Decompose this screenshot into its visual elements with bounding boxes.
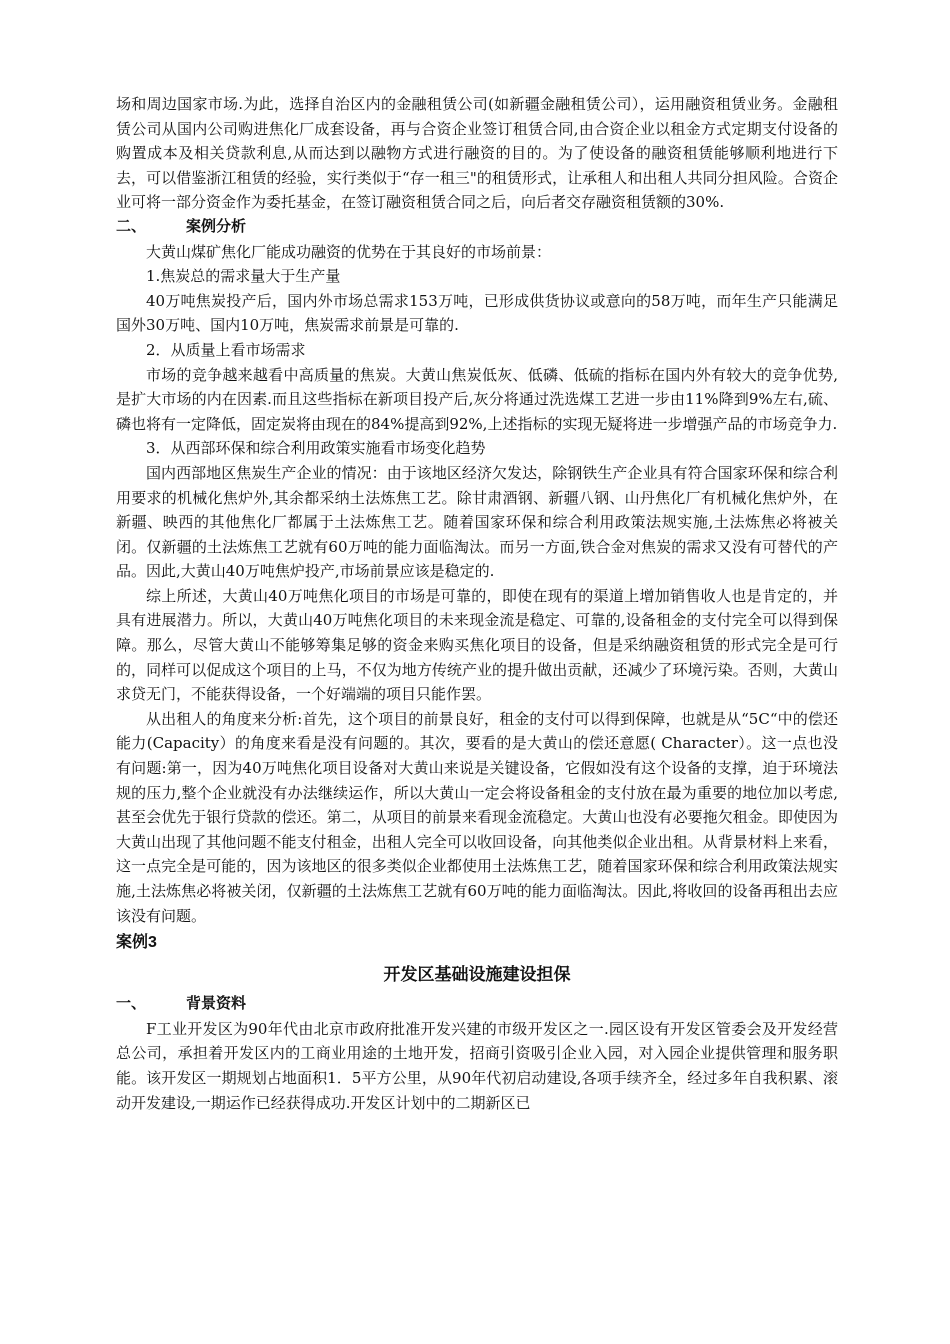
document-page bbox=[116, 92, 838, 1115]
section-number: 一、 bbox=[116, 995, 147, 1013]
subheading: 2．从质量上看市场需求 bbox=[146, 340, 306, 359]
body-paragraph: 国内西部地区焦炭生产企业的情况：由于该地区经济欠发达，除钢铁生产企业具有符合国家环保和综合利用要求的机械化焦炉外,其余都采纳土法炼焦工艺。除甘肃酒钢、新疆八钢、山丹焦化厂有机械化焦炉外，在新疆、映西的其他焦化厂都属于土法炼焦工艺。随着国家环保和综合利用政策法规实施,土法炼焦必将被关闭。仅新疆的土法炼焦工艺就有60万吨的能力面临淘汰。而另一方面,铁合金对焦炭的需求又没有可替代的产品。因此,大黄山40万吨焦炉投产,市场前景应该是稳定的. bbox=[116, 463, 838, 581]
body-paragraph: 综上所述，大黄山40万吨焦化项目的市场是可靠的，即使在现有的渠道上增加销售收人也是肯定的，并具有进展潜力。所以，大黄山40万吨焦化项目的未来现金流是稳定、可靠的,设备租金的支付完全可以得到保障。那么，尽管大黄山不能够筹集足够的资金来购买焦化项目的设备，但是采纳融资租赁的形式完全是可行的，同样可以促成这个项目的上马，不仅为地方传统产业的提升做出贡献，还减少了环境污染。否则，大黄山求贷无门，不能获得设备，一个好端端的项目只能作罢。 bbox=[116, 586, 838, 704]
section-title: 案例分析 bbox=[186, 217, 247, 235]
body-paragraph: 场和周边国家市场.为此，选择自治区内的金融租赁公司(如新疆金融租赁公司），运用融资租赁业务。金融租赁公司从国内公司购进焦化厂成套设备，再与合资企业签订租赁合同,由合资企业以租金方式定期支付设备的购置成本及相关贷款利息,从而达到以融物方式进行融资的目的。为了使设备的融资租赁能够顺利地进行下去，可以借鉴浙江租赁的经验，实行类似于“存一租三"的租赁形式，让承租人和出租人共同分担风险。合资企业可将一部分资金作为委托基金，在签订融资租赁合同之后，向后者交存融资租赁额的30%. bbox=[116, 95, 838, 212]
case-heading: 案例3 bbox=[116, 934, 157, 952]
body-paragraph: F工业开发区为90年代由北京市政府批准开发兴建的市级开发区之一.园区设有开发区管委会及开发经营总公司，承担着开发区内的工商业用途的土地开发，招商引资吸引企业入园，对入园企业提供管理和服务职能。该开发区一期规划占地面积1．5平方公里，从90年代初启动建设,各项手续齐全，经过多年自我积累、滚动开发建设,一期运作已经获得成功.开发区计划中的二期新区已 bbox=[116, 1019, 838, 1112]
subheading: 3．从西部环保和综合利用政策实施看市场变化趋势 bbox=[146, 439, 486, 458]
body-paragraph: 从出租人的角度来分析:首先，这个项目的前景良好，租金的支付可以得到保障，也就是从“5C“中的偿还能力(Capacity）的角度来看是没有问题的。其次，要看的是大黄山的偿还意愿( Character）。这一点也没有问题:第一，因为40万吨焦化项目设备对大黄山来说是关键设备，它假如没有这个设备的支撑，迫于环境法规的压力,整个企业就没有办法继续运作，所以大黄山一定会将设备租金的支付放在最为重要的地位加以考虑,甚至会优先于银行贷款的偿还。第二，从项目的前景来看现金流稳定。大黄山也没有必要拖欠租金。即使因为大黄山出现了其他问题不能支付租金，出租人完全可以收回设备，向其他类似企业出租。从背景材料上来看，这一点完全是可能的，因为该地区的很多类似企业都使用土法炼焦工艺，随着国家环保和综合利用政策法规实施,土法炼焦必将被关闭，仅新疆的土法炼焦工艺就有60万吨的能力面临淘汰。因此,将收回的设备再租出去应该没有问题。 bbox=[116, 709, 838, 925]
subheading: 1.焦炭总的需求量大于生产量 bbox=[146, 267, 341, 286]
case-title: 开发区基础设施建设担保 bbox=[383, 965, 571, 985]
body-paragraph: 40万吨焦炭投产后，国内外市场总需求153万吨，已形成供货协议或意向的58万吨，而年生产只能满足国外30万吨、国内10万吨，焦炭需求前景是可靠的. bbox=[116, 291, 838, 335]
section-heading bbox=[116, 215, 838, 240]
section-number: 二、 bbox=[116, 217, 147, 235]
body-paragraph: 市场的竞争越来越看中高质量的焦炭。大黄山焦炭低灰、低磷、低硫的指标在国内外有较大的竞争优势,是扩大市场的内在因素.而且这些指标在新项目投产后,灰分将通过洗选煤工艺进一步由11%降到9%左右,硫、磷也将有一定降低，固定炭将由现在的84%提高到92%,上述指标的实现无疑将进一步增强产品的市场竞争力. bbox=[116, 365, 838, 433]
body-paragraph: 大黄山煤矿焦化厂能成功融资的优势在于其良好的市场前景： bbox=[146, 242, 552, 261]
section-title: 背景资料 bbox=[186, 995, 247, 1013]
section-heading bbox=[116, 992, 838, 1017]
